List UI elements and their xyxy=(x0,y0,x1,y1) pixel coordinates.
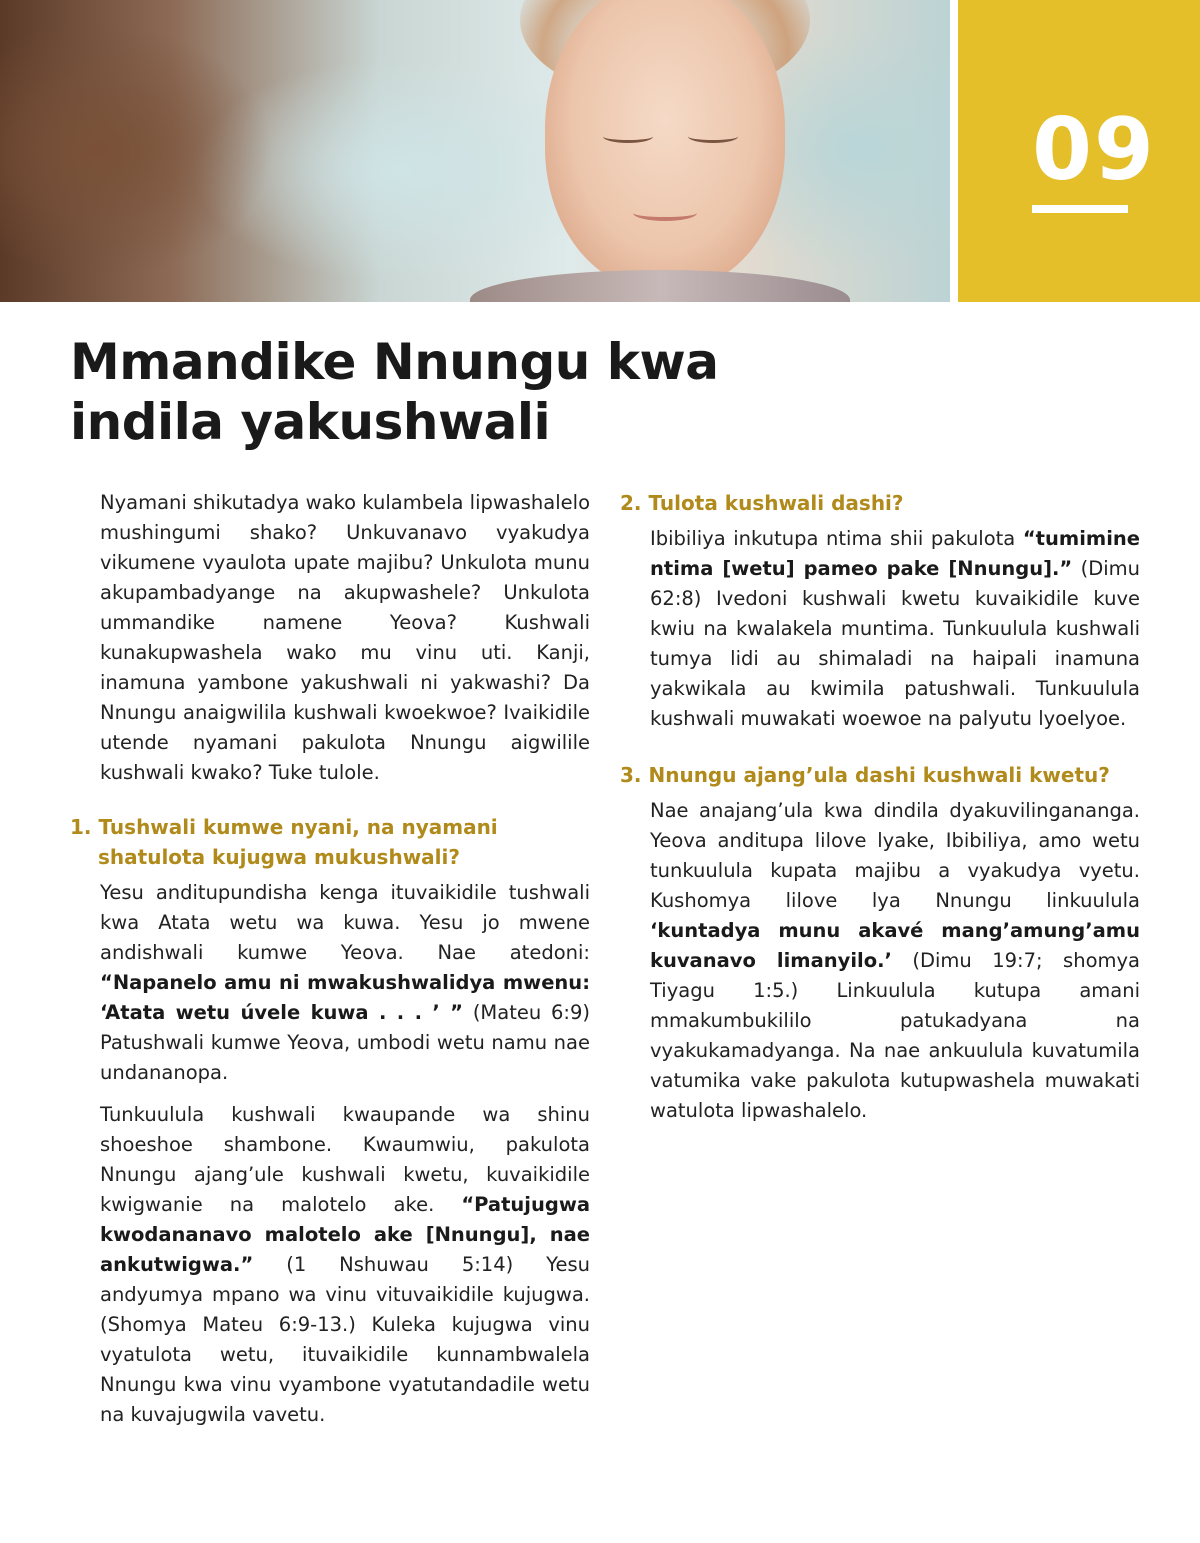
section-1-p2-text-a: Tunkuulula kushwali kwaupande wa shinu shoeshoe shambone. Kwaumwiu, pakulota Nnungu ajang’ule kushwali kwetu, kuvaikidile kwigwanie na malotelo ake. xyxy=(100,1103,590,1216)
section-2-p1-text-a: Ibibiliya inkutupa ntima shii pakulota xyxy=(650,527,1023,550)
section-1-p1-text-b: (Mateu 6:9) Patushwali kumwe Yeova, umbodi wetu namu nae undananopa. xyxy=(100,1001,590,1084)
left-column xyxy=(70,488,590,1430)
section-2-p1-quote: “tumimine ntima [wetu] pameo pake [Nnungu].” xyxy=(650,527,1140,580)
lesson-number: 09 xyxy=(1032,100,1156,200)
section-3-p1-text-b: (Dimu 19:7; shomya Tiyagu 1:5.) Linkuulula kutupa amani mmakumbukililo patukadyana na vyakukamadyanga. Na nae ankuulula kuvatumila vatumika vake pakulota kutupwashela muwakati watulota lipwashalelo. xyxy=(650,949,1140,1122)
page-title-line1: Mmandike Nnungu kwa xyxy=(70,333,719,391)
lesson-number-underline xyxy=(1032,205,1128,213)
question-3: 3. Nnungu ajang’ula dashi kushwali kwetu? xyxy=(620,763,1110,787)
page-title-line2: indila yakushwali xyxy=(70,393,551,451)
intro-paragraph: Nyamani shikutadya wako kulambela lipwashalelo mushingumi shako? Unkuvanavo vyakudya vikumene vyaulota upate majibu? Unkulota munu akupambadyange na akupwashele? Unkulota ummandike namene Yeova? Kushwali kunakupwashela wako mu vinu uti. Kanji, inamuna yambone yakushwali ni yakwashi? Da Nnungu anaigwilila kushwali kwoekwoe? Ivaikidile utende nyamani pakulota Nnungu aigwilile kushwali kwako? Tuke tulole. xyxy=(100,491,590,784)
section-3-p1-text-a: Nae anajang’ula kwa dindila dyakuvilingananga. Yeova anditupa lilove lyake, Ibibiliya, amo wetu tunkuulula kupata majibu a vyakudya vyetu. Kushomya lilove lya Nnungu linkuulula xyxy=(650,799,1140,912)
photo-shirt xyxy=(470,270,850,302)
section-1-p1-text-a: Yesu anditupundisha kenga ituvaikidile tushwali kwa Atata wetu wa kuwa. Yesu jo mwene andishwali kumwe Yeova. Nae atedoni: xyxy=(100,881,590,964)
question-2: 2. Tulota kushwali dashi? xyxy=(620,491,904,515)
section-3-p1-quote: ‘kuntadya munu akavé mang’amung’amu kuvanavo limanyilo.’ xyxy=(650,919,1140,972)
section-2-p1-text-b: (Dimu 62:8) Ivedoni kushwali kwetu kuvaikidile kuve kwiu na kwalakela muntima. Tunkuulula kushwali tumya lidi au shimaladi na haipali inamuna yakwikala au kwimila patushwali. Tunkuulula kushwali muwakati woewoe na palyutu lyoelyoe. xyxy=(650,557,1140,730)
question-1: 1. Tushwali kumwe nyani, na nyamani shatulota kujugwa mukushwali? xyxy=(70,815,498,869)
section-1-p2-quote: “Patujugwa kwodananavo malotelo ake [Nnungu], nae ankutwigwa.” xyxy=(100,1193,590,1276)
section-1-paragraph-2 xyxy=(70,1100,590,1430)
photo-face xyxy=(545,0,785,290)
section-1-p2-text-b: (1 Nshuwau 5:14) Yesu andyumya mpano wa vinu vituvaikidile kujugwa. (Shomya Mateu 6:9-13.) Kuleka kujugwa vinu vyatulota wetu, ituvaikidile kunnambwalela Nnungu kwa vinu vyambone vyatutandadile wetu na kuvajugwila vavetu. xyxy=(100,1253,590,1426)
page-title xyxy=(70,332,870,452)
right-column xyxy=(620,488,1140,1126)
photo-mouth xyxy=(633,205,697,221)
lesson-number-block xyxy=(958,0,1200,302)
section-3-paragraph-1 xyxy=(620,796,1140,1126)
section-1-p1-quote: “Napanelo amu ni mwakushwalidya mwenu: ‘Atata wetu úvele kuwa . . . ’ ” xyxy=(100,971,590,1024)
header-photo xyxy=(0,0,950,302)
photo-eye-right xyxy=(688,130,738,143)
section-2-paragraph-1 xyxy=(620,524,1140,734)
section-1-paragraph-1 xyxy=(70,878,590,1088)
photo-eye-left xyxy=(603,130,653,143)
